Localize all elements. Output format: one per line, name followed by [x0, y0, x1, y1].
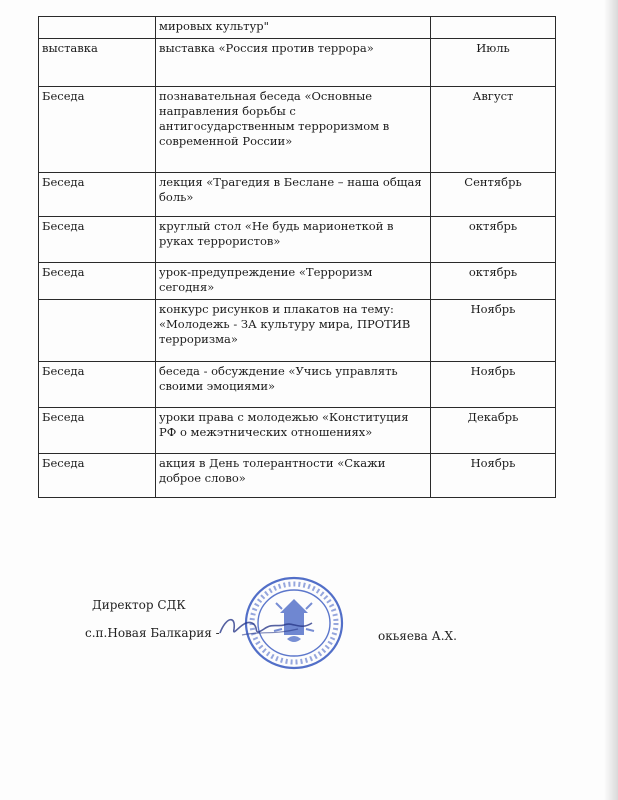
event-month-cell: Июль	[431, 39, 556, 87]
event-type-cell: Беседа	[39, 263, 156, 300]
table-row	[39, 263, 556, 300]
page-edge-shadow	[604, 0, 618, 800]
table-row	[39, 300, 556, 362]
table-row	[39, 362, 556, 408]
event-month-cell: Ноябрь	[431, 454, 556, 498]
event-description-cell: беседа - обсуждение «Учись управлять своими эмоциями»	[156, 362, 431, 408]
event-description-cell: урок-предупреждение «Терроризм сегодня»	[156, 263, 431, 300]
table-row	[39, 408, 556, 454]
event-type-cell: выставка	[39, 39, 156, 87]
event-description-cell: круглый стол «Не будь марионеткой в руках террористов»	[156, 217, 431, 263]
event-month-cell: Декабрь	[431, 408, 556, 454]
table-row	[39, 17, 556, 39]
event-type-cell: Беседа	[39, 362, 156, 408]
event-description-cell: мировых культур"	[156, 17, 431, 39]
event-month-cell: Август	[431, 87, 556, 173]
director-surname: окьяева А.Х.	[378, 629, 457, 643]
event-description-cell: познавательная беседа «Основные направления борьбы с антигосударственным терроризмом в современной России»	[156, 87, 431, 173]
event-description-cell: выставка «Россия против террора»	[156, 39, 431, 87]
event-month-cell: октябрь	[431, 217, 556, 263]
event-month-cell: Ноябрь	[431, 300, 556, 362]
event-type-cell: Беседа	[39, 87, 156, 173]
table-row	[39, 173, 556, 217]
table-row	[39, 39, 556, 87]
event-month-cell: Ноябрь	[431, 362, 556, 408]
event-type-cell: Беседа	[39, 217, 156, 263]
event-type-cell: Беседа	[39, 173, 156, 217]
event-type-cell: Беседа	[39, 454, 156, 498]
table-row	[39, 454, 556, 498]
table-row	[39, 217, 556, 263]
handwritten-signature-icon	[212, 605, 322, 645]
table-row	[39, 87, 556, 173]
village-name: с.п.Новая Балкария -	[85, 626, 220, 640]
events-table	[38, 16, 556, 498]
events-table-body	[39, 17, 556, 498]
event-type-cell: Беседа	[39, 408, 156, 454]
event-description-cell: акция в День толерантности «Скажи доброе слово»	[156, 454, 431, 498]
event-month-cell	[431, 17, 556, 39]
event-month-cell: октябрь	[431, 263, 556, 300]
event-description-cell: уроки права с молодежью «Конституция РФ о межэтнических отношениях»	[156, 408, 431, 454]
event-type-cell	[39, 17, 156, 39]
event-month-cell: Сентябрь	[431, 173, 556, 217]
event-type-cell	[39, 300, 156, 362]
event-description-cell: лекция «Трагедия в Беслане – наша общая боль»	[156, 173, 431, 217]
director-title: Директор СДК	[92, 598, 186, 612]
event-description-cell: конкурс рисунков и плакатов на тему: «Молодежь - ЗА культуру мира, ПРОТИВ терроризма»	[156, 300, 431, 362]
